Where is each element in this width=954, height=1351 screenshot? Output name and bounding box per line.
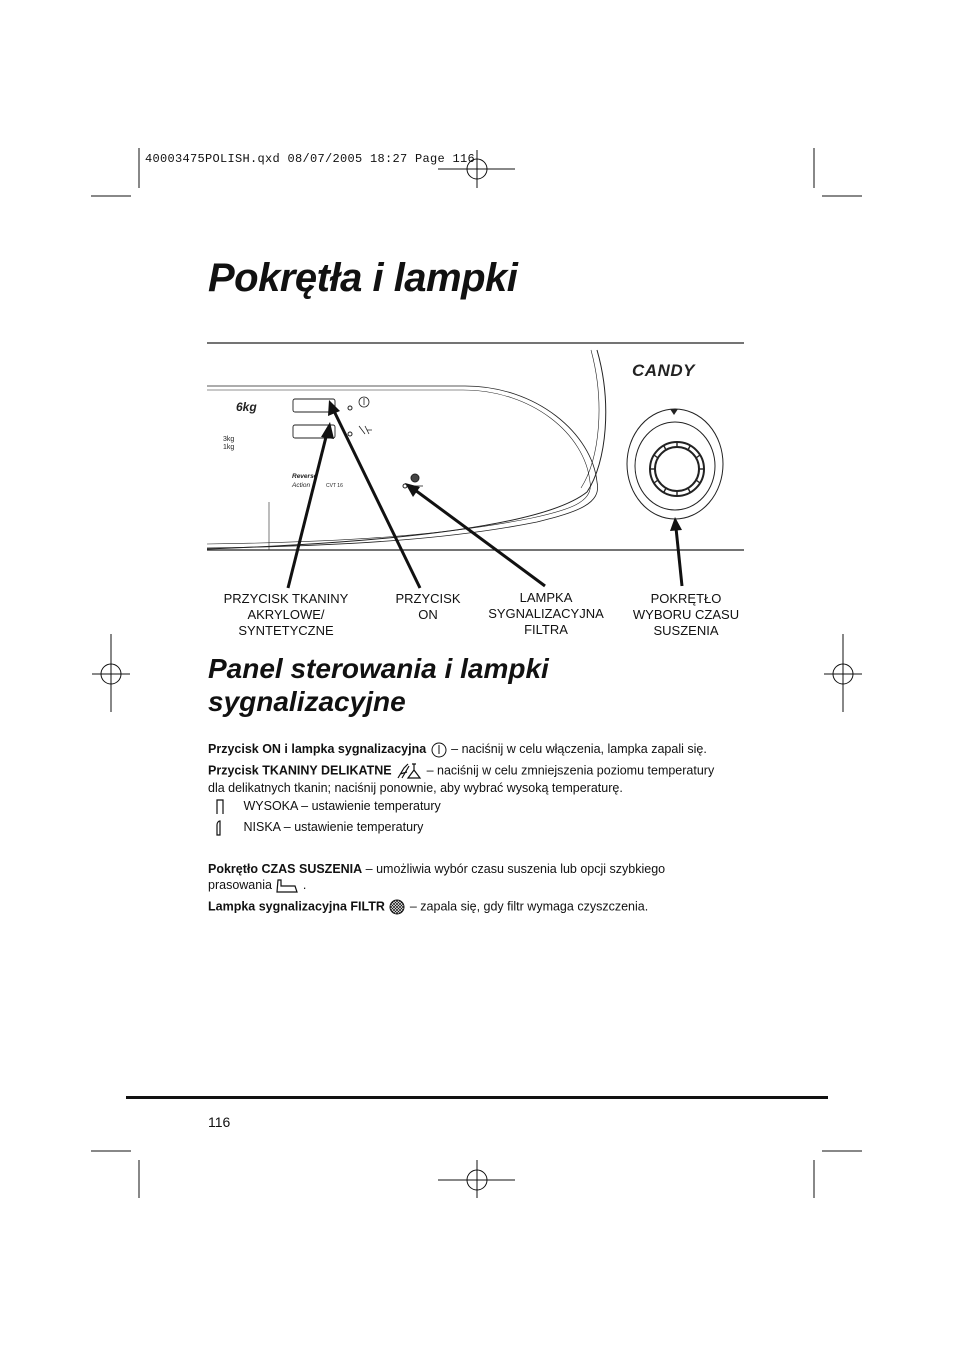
item-delicate-button: Przycisk TKANINY DELIKATNE – naciśnij w celu zmniejszenia poziomu temperatury dla delikatnych tkanin; naciśnij ponownie, aby wybrać wysoką temperaturę. bbox=[208, 763, 715, 795]
candy-logo: CANDY bbox=[632, 361, 695, 380]
low-temperature-icon bbox=[214, 819, 236, 837]
panel-model-code: CVT 16 bbox=[326, 483, 343, 489]
panel-model-line2: Action bbox=[292, 482, 311, 489]
page-number: 116 bbox=[208, 1114, 231, 1130]
arrow-head-acrylic bbox=[321, 422, 334, 439]
file-slug: 40003475POLISH.qxd 08/07/2005 18:27 Page 116 bbox=[145, 152, 476, 166]
callout-on: PRZYCISK ON bbox=[395, 591, 461, 622]
callout-filter: LAMPKA SYGNALIZACYJNA FILTRA bbox=[488, 590, 604, 637]
delicate-fabric-icon bbox=[395, 762, 423, 780]
panel-load-2: 1kg bbox=[223, 444, 235, 451]
panel-model-line1: Reverse bbox=[292, 473, 318, 480]
item-high-temp: WYSOKA – ustawienie temperatury bbox=[214, 798, 734, 816]
item-filter-lamp: Lampka sygnalizacyjna FILTR – zapala się, gdy filtr wymaga czyszczenia. bbox=[208, 898, 748, 916]
section-title: Panel sterowania i lampki sygnalizacyjne bbox=[208, 653, 549, 717]
footer-rule bbox=[126, 1096, 828, 1099]
item-on-button: Przycisk ON i lampka sygnalizacyjna – naciśnij w celu włączenia, lampka zapali się. bbox=[208, 742, 707, 756]
arrow-head-dial bbox=[670, 517, 682, 531]
callout-dial: POKRĘTŁO WYBORU CZASU SUSZENIA bbox=[632, 591, 740, 638]
item-drying-dial: Pokrętło CZAS SUSZENIA – umożliwia wybór czasu suszenia lub opcji szybkiego prasowania . bbox=[208, 862, 666, 892]
power-icon bbox=[430, 742, 448, 758]
page-title: Pokrętła i lampki bbox=[208, 256, 518, 300]
callout-acrylic: PRZYCISK TKANINY AKRYLOWE/ SYNTETYCZNE bbox=[223, 591, 349, 638]
arrow-head-filter bbox=[405, 483, 420, 497]
high-temperature-icon bbox=[214, 798, 236, 816]
panel-load-1: 3kg bbox=[223, 436, 235, 443]
panel-capacity: 6kg bbox=[236, 400, 257, 414]
filter-icon bbox=[388, 898, 406, 916]
item-low-temp: NISKA – ustawienie temperatury bbox=[214, 819, 734, 837]
iron-icon bbox=[275, 878, 299, 894]
